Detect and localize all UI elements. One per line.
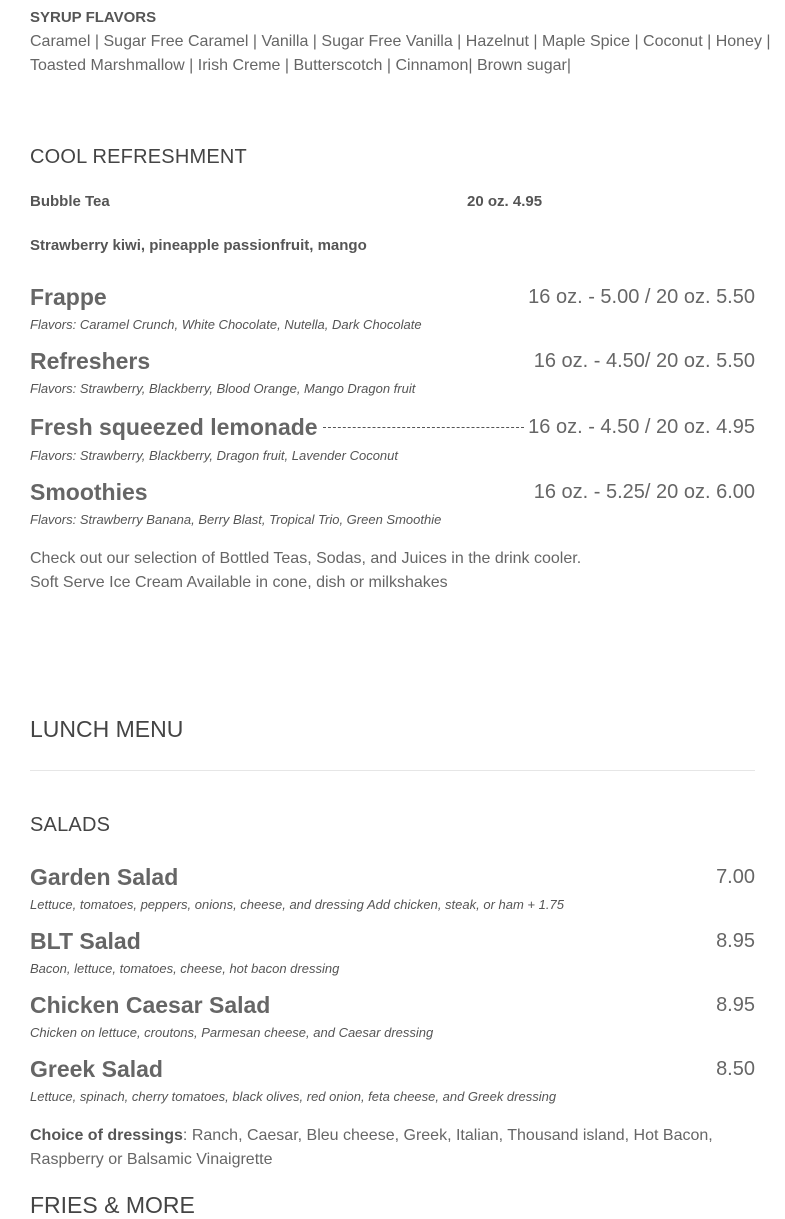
syrup-flavors-line-1: Caramel | Sugar Free Caramel | Vanilla | Sugar Free Vanilla | Hazelnut | Maple Spice | Coconut | Honey | bbox=[30, 33, 771, 50]
garden-salad-name: Garden Salad bbox=[30, 864, 179, 890]
chicken-caesar-salad-price: 8.95 bbox=[716, 994, 755, 1016]
blt-salad-price: 8.95 bbox=[716, 930, 755, 952]
ice-cream-note: Soft Serve Ice Cream Available in cone, dish or milkshakes bbox=[30, 574, 448, 591]
syrup-flavors-line-2: Toasted Marshmallow | Irish Creme | Butterscotch | Cinnamon| Brown sugar| bbox=[30, 57, 571, 74]
bottled-drinks-note: Check out our selection of Bottled Teas, Sodas, and Juices in the drink cooler. bbox=[30, 550, 582, 567]
lemonade-name: Fresh squeezed lemonade bbox=[30, 414, 318, 440]
garden-salad-description: Lettuce, tomatoes, peppers, onions, cheese, and dressing Add chicken, steak, or ham + 1.75 bbox=[30, 897, 564, 912]
divider bbox=[30, 770, 755, 771]
syrup-flavors-title: SYRUP FLAVORS bbox=[30, 9, 157, 26]
dressings-label: Choice of dressings bbox=[30, 1127, 183, 1144]
smoothies-name: Smoothies bbox=[30, 479, 148, 505]
bubble-tea-flavors: Strawberry kiwi, pineapple passionfruit, mango bbox=[30, 237, 367, 254]
chicken-caesar-salad-name: Chicken Caesar Salad bbox=[30, 992, 271, 1018]
blt-salad-name: BLT Salad bbox=[30, 928, 141, 954]
greek-salad-description: Lettuce, spinach, cherry tomatoes, black olives, red onion, feta cheese, and Greek dressing bbox=[30, 1089, 557, 1104]
smoothies-description: Flavors: Strawberry Banana, Berry Blast, Tropical Trio, Green Smoothie bbox=[30, 512, 442, 527]
chicken-caesar-salad-description: Chicken on lettuce, croutons, Parmesan cheese, and Caesar dressing bbox=[30, 1025, 434, 1040]
lunch-menu-heading: LUNCH MENU bbox=[30, 716, 184, 742]
blt-salad-description: Bacon, lettuce, tomatoes, cheese, hot bacon dressing bbox=[30, 961, 340, 976]
frappe-name: Frappe bbox=[30, 284, 107, 310]
greek-salad-name: Greek Salad bbox=[30, 1056, 163, 1082]
bubble-tea-name: Bubble Tea bbox=[30, 193, 110, 210]
bubble-tea-price: 20 oz. 4.95 bbox=[467, 193, 543, 210]
dressings-list: : Ranch, Caesar, Bleu cheese, Greek, Italian, Thousand island, Hot Bacon, bbox=[182, 1127, 713, 1144]
refreshers-price: 16 oz. - 4.50/ 20 oz. 5.50 bbox=[533, 350, 755, 372]
lemonade-description: Flavors: Strawberry, Blackberry, Dragon fruit, Lavender Coconut bbox=[30, 448, 398, 463]
dressings-line-2: Raspberry or Balsamic Vinaigrette bbox=[30, 1151, 273, 1168]
frappe-description: Flavors: Caramel Crunch, White Chocolate, Nutella, Dark Chocolate bbox=[30, 317, 422, 332]
frappe-price: 16 oz. - 5.00 / 20 oz. 5.50 bbox=[528, 286, 755, 308]
dotted-leader bbox=[323, 427, 524, 428]
fries-and-more-heading: FRIES & MORE bbox=[30, 1192, 195, 1218]
lemonade-price: 16 oz. - 4.50 / 20 oz. 4.95 bbox=[528, 416, 755, 438]
refreshers-description: Flavors: Strawberry, Blackberry, Blood Orange, Mango Dragon fruit bbox=[30, 381, 416, 396]
refreshers-name: Refreshers bbox=[30, 348, 151, 374]
cool-refreshment-heading: COOL REFRESHMENT bbox=[30, 146, 247, 168]
garden-salad-price: 7.00 bbox=[716, 866, 755, 888]
salads-heading: SALADS bbox=[30, 814, 111, 836]
greek-salad-price: 8.50 bbox=[716, 1058, 755, 1080]
dressings-line-1 bbox=[30, 1124, 713, 1148]
smoothies-price: 16 oz. - 5.25/ 20 oz. 6.00 bbox=[533, 481, 755, 503]
